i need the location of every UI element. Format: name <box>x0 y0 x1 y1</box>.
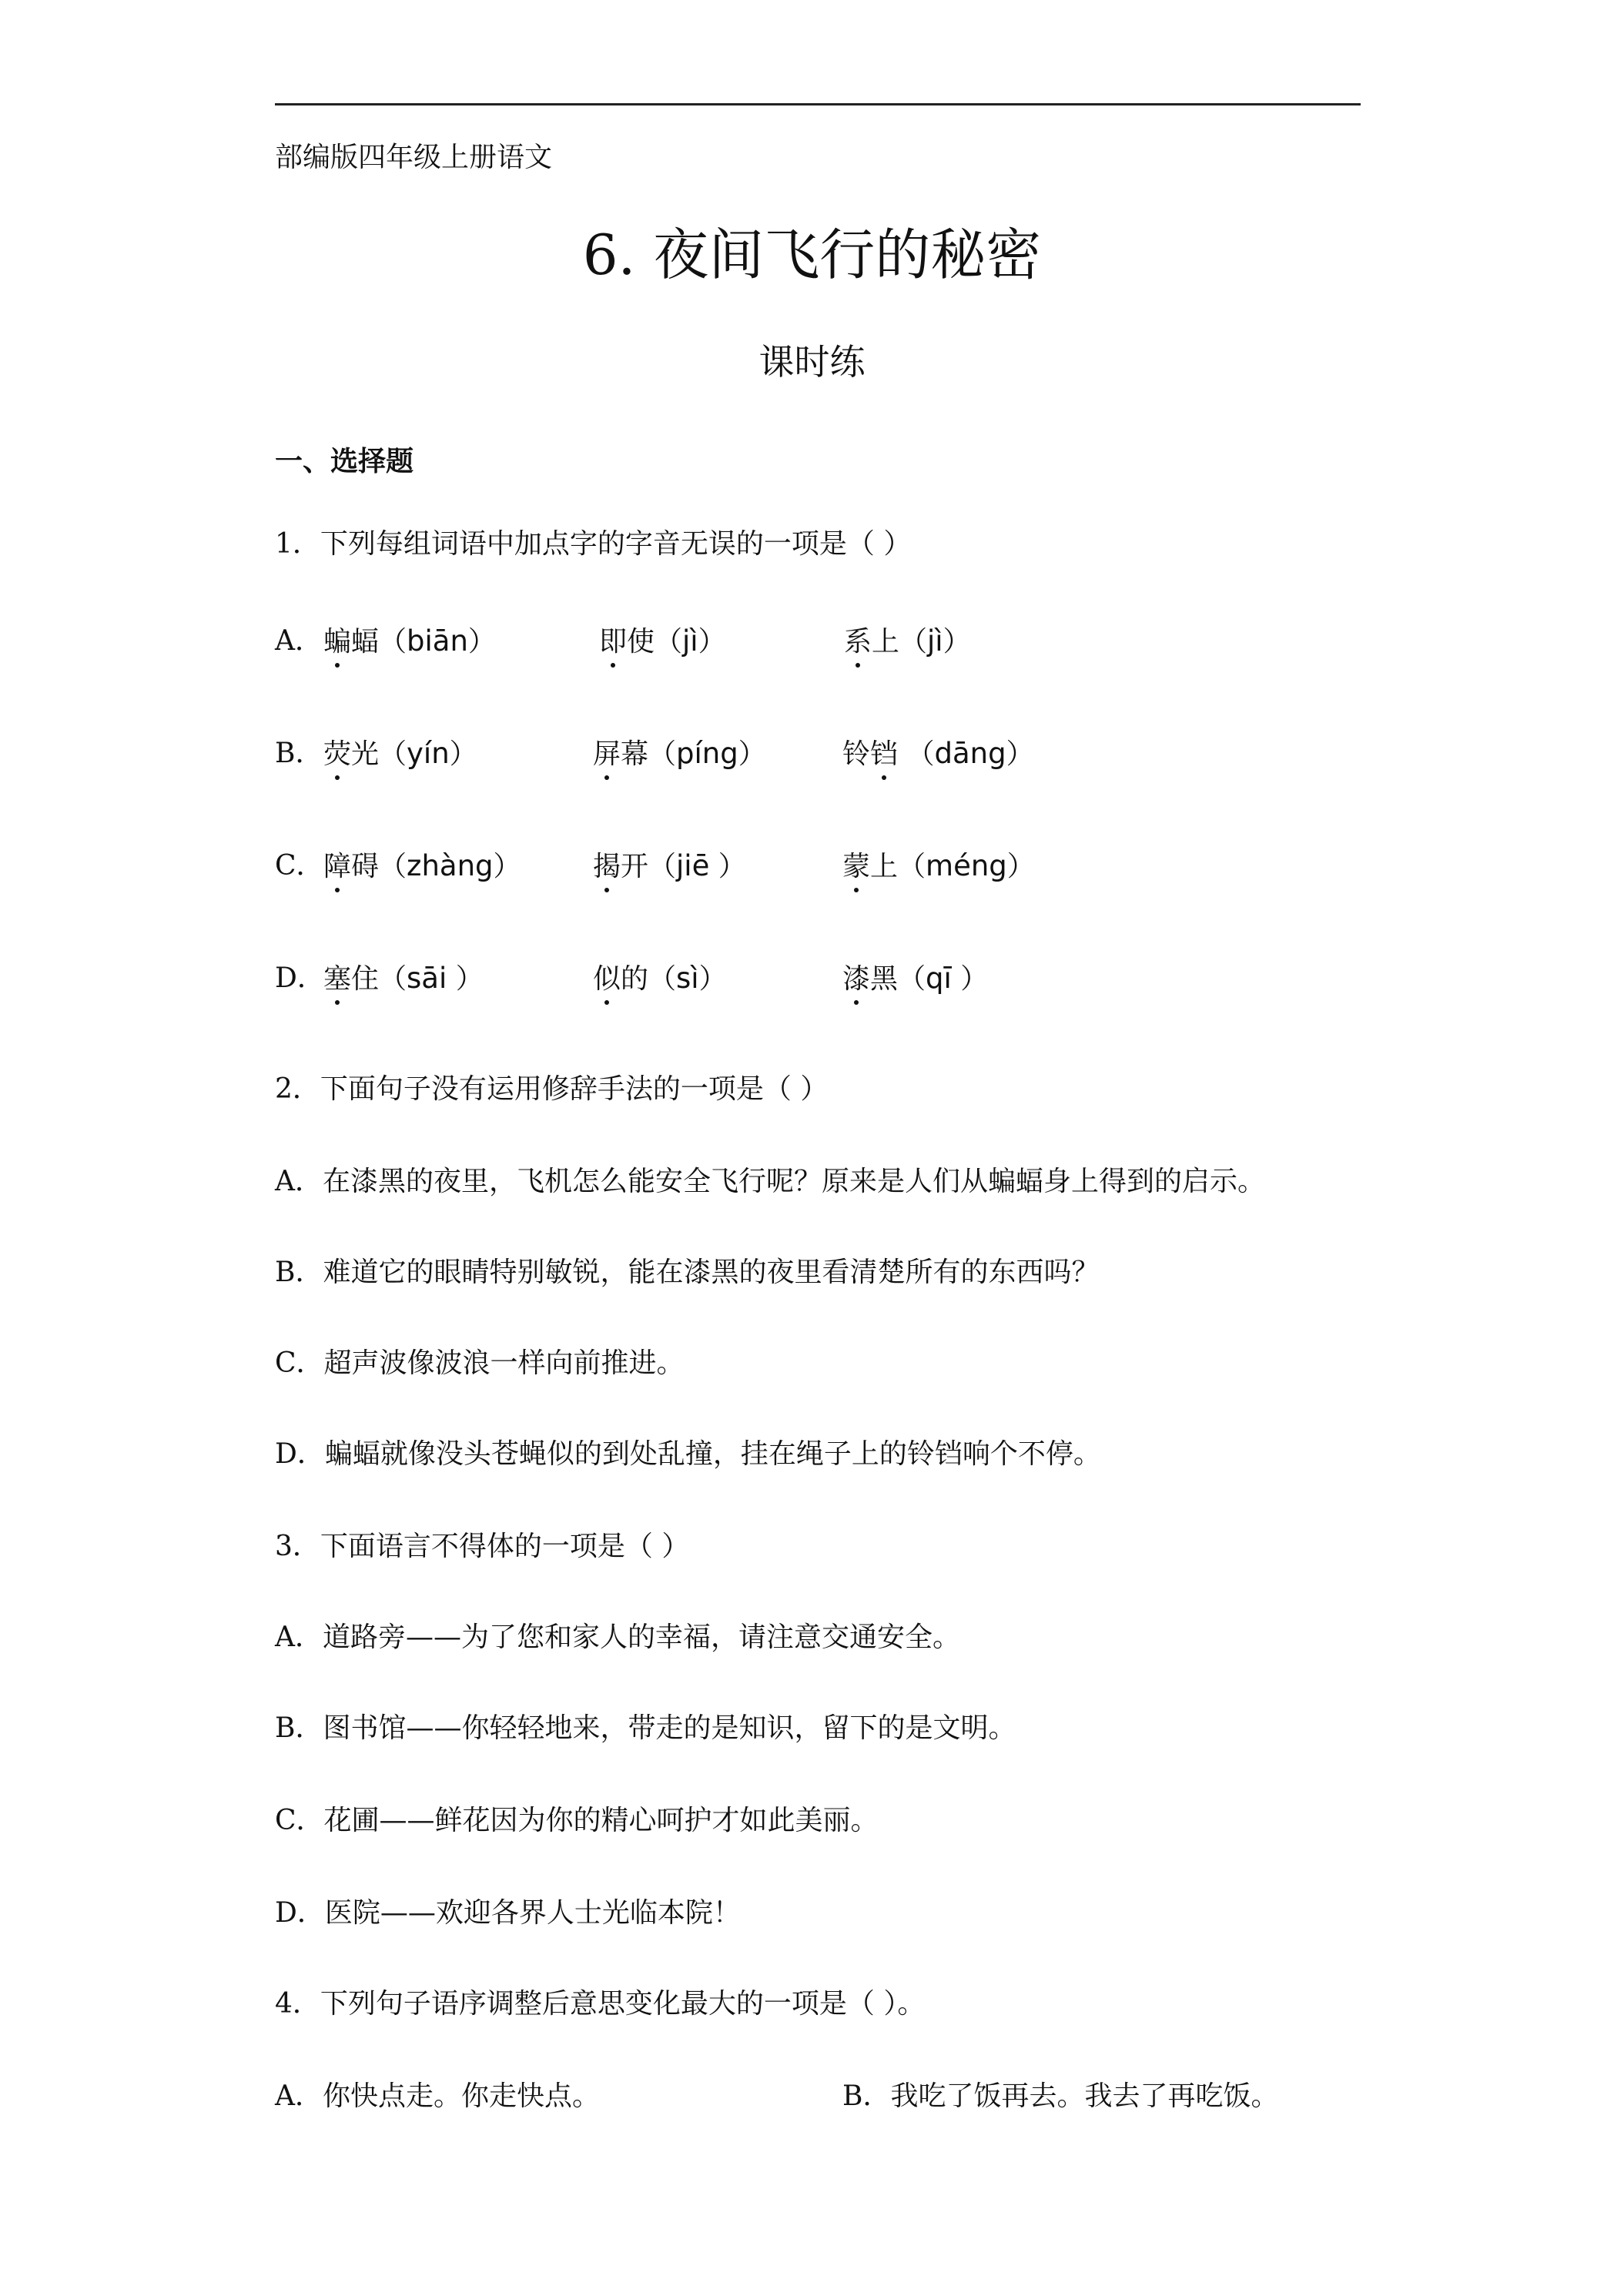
q3-option-d: D．医院——欢迎各界人士光临本院！ <box>275 1897 741 1929</box>
q1-option-c-item-2: 揭开（jiē ） <box>593 847 746 886</box>
q1-option-b-item-3: 铃铛 （dāng） <box>842 735 1034 774</box>
q1-option-d-prefix: D． <box>275 962 325 994</box>
section-heading: 一、选择题 <box>275 445 414 477</box>
q4-stem: 4．下列句子语序调整后意思变化最大的一项是（ ）。 <box>275 1988 926 2020</box>
q1-option-c-prefix: C． <box>275 850 324 882</box>
lesson-subtitle: 课时练 <box>758 341 866 383</box>
q2-option-c: C．超声波像波浪一样向前推进。 <box>275 1347 685 1379</box>
q1-option-a-item-1: 蝙蝠（biān） <box>323 622 496 661</box>
book-label: 部编版四年级上册语文 <box>275 142 553 173</box>
q1-option-b-prefix: B． <box>275 738 323 769</box>
q2-option-d: D．蝙蝠就像没头苍蝇似的到处乱撞，挂在绳子上的铃铛响个不停。 <box>275 1438 1101 1470</box>
q1-option-c-item-1: 障碍（zhàng） <box>323 847 521 886</box>
q2-stem: 2．下面句子没有运用修辞手法的一项是（ ） <box>275 1073 829 1105</box>
q3-stem: 3．下面语言不得体的一项是（ ） <box>275 1531 690 1562</box>
header-rule <box>275 103 1361 105</box>
q2-option-a: A．在漆黑的夜里，飞机怎么能安全飞行呢？原来是人们从蝙蝠身上得到的启示。 <box>275 1166 1265 1197</box>
q3-option-a: A．道路旁——为了您和家人的幸福，请注意交通安全。 <box>275 1622 960 1653</box>
q1-option-b-item-1: 荧光（yín） <box>323 735 477 774</box>
q3-option-c: C．花圃——鲜花因为你的精心呵护才如此美丽。 <box>275 1805 879 1836</box>
q1-stem: 1．下列每组词语中加点字的字音无误的一项是（ ） <box>275 528 912 560</box>
q4-option-b: B．我吃了饭再去。我去了再吃饭。 <box>842 2080 1279 2112</box>
q4-option-a: A．你快点走。你走快点。 <box>275 2080 600 2112</box>
q1-option-a-prefix: A． <box>275 625 323 657</box>
q1-option-c-item-3: 蒙上（méng） <box>842 847 1035 886</box>
q1-option-d-item-2: 似的（sì） <box>593 959 727 999</box>
q1-option-a-item-3: 系上（jì） <box>844 622 971 661</box>
lesson-title: 6. 夜间飞行的秘密 <box>582 223 1042 287</box>
q1-option-b-item-2: 屏幕（píng） <box>593 735 766 774</box>
q1-option-d-item-1: 塞住（sāi ） <box>323 959 484 999</box>
q1-option-a-item-2: 即使（jì） <box>599 622 726 661</box>
q2-option-b: B．难道它的眼睛特别敏锐，能在漆黑的夜里看清楚所有的东西吗？ <box>275 1257 1100 1288</box>
q1-option-d-item-3: 漆黑（qī ） <box>842 959 988 999</box>
q3-option-b: B．图书馆——你轻轻地来，带走的是知识，留下的是文明。 <box>275 1712 1016 1744</box>
